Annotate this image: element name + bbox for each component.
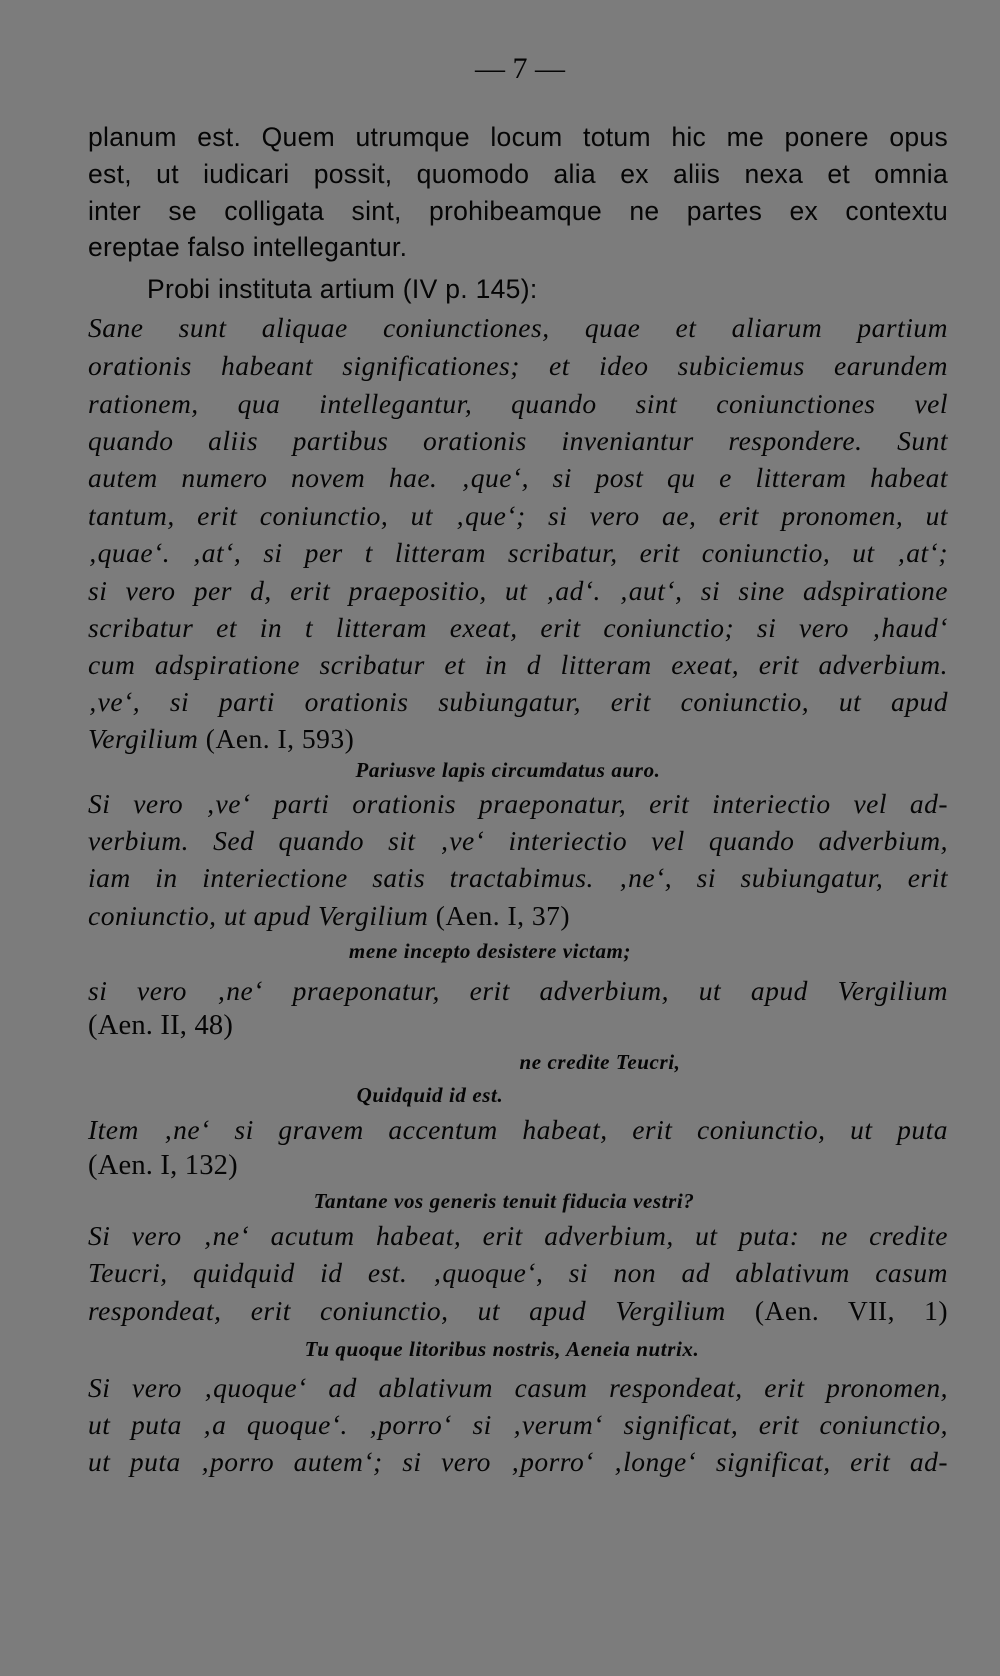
text-line xyxy=(88,725,354,753)
text-line: ut puta ‚a quoque‘. ‚porro‘ si ‚verum‘ significat, erit coniunctio, xyxy=(88,1409,948,1440)
text-line: ereptae falso intellegantur. xyxy=(88,232,408,262)
text-line: rationem, qua intellegantur, quando sint coniunctiones vel xyxy=(88,388,948,419)
citation: (Aen. I, 37) xyxy=(428,900,571,931)
text-line: tantum, erit coniunctio, ut ‚que‘; si vero ae, erit pronomen, ut xyxy=(88,500,948,531)
text-line: ut puta ‚porro autem‘; si vero ‚porro‘ ‚longe‘ significat, erit ad- xyxy=(88,1446,948,1477)
citation: (Aen. I, 593) xyxy=(198,723,355,754)
text-segment: coniunctio, ut apud Vergilium xyxy=(88,900,429,931)
verse-quote: ne credite Teucri, xyxy=(519,1050,681,1074)
text-line: orationis habeant significationes; et ideo subiciemus earundem xyxy=(88,350,948,381)
text-line: iam in interiectione satis tractabimus. ‚ne‘, si subiungatur, erit xyxy=(88,862,948,893)
text-line: cum adspiratione scribatur et in d litteram exeat, erit adverbium. xyxy=(88,649,948,680)
text-line: est, ut iudicari possit, quomodo alia ex aliis nexa et omnia xyxy=(88,159,948,189)
text-line: ‚quae‘. ‚at‘, si per t litteram scribatur, erit coniunctio, ut ‚at‘; xyxy=(88,537,948,568)
text-segment: respondeat, erit coniunctio, ut apud Vergilium xyxy=(88,1295,726,1326)
text-segment: Vergilium xyxy=(88,723,199,754)
citation: (Aen. I, 132) xyxy=(88,1150,238,1181)
source-heading: Probi instituta artium (IV p. 145): xyxy=(147,274,538,304)
text-line: Si vero ‚ve‘ parti orationis praeponatur, erit interiectio vel ad- xyxy=(88,788,948,819)
verse-quote: Pariusve lapis circumdatus auro. xyxy=(355,758,661,782)
text-line: quando aliis partibus orationis inveniantur respondere. Sunt xyxy=(88,425,948,456)
text-line: inter se colligata sint, prohibeamque ne partes ex contextu xyxy=(88,196,948,226)
text-line: ‚ve‘, si parti orationis subiungatur, erit coniunctio, ut apud xyxy=(88,686,948,717)
citation: (Aen. VII, 1) xyxy=(725,1295,948,1326)
verse-quote: Tantane vos generis tenuit fiducia vestri? xyxy=(313,1189,695,1213)
text-line: Teucri, quidquid id est. ‚quoque‘, si non ad ablativum casum xyxy=(88,1257,948,1288)
text-line: Si vero ‚ne‘ acutum habeat, erit adverbium, ut puta: ne credite xyxy=(88,1220,948,1251)
text-line: planum est. Quem utrumque locum totum hic me ponere opus xyxy=(88,122,948,152)
text-line: autem numero novem hae. ‚que‘, si post qu e litteram habeat xyxy=(88,462,948,493)
text-line: verbium. Sed quando sit ‚ve‘ interiectio vel quando adverbium, xyxy=(88,825,948,856)
text-line: Si vero ‚quoque‘ ad ablativum casum respondeat, erit pronomen, xyxy=(88,1372,948,1403)
verse-quote: Tu quoque litoribus nostris, Aeneia nutrix. xyxy=(304,1337,700,1361)
text-line: si vero ‚ne‘ praeponatur, erit adverbium, ut apud Vergilium xyxy=(88,975,948,1006)
text-line: scribatur et in t litteram exeat, erit coniunctio; si vero ‚haud‘ xyxy=(88,612,948,643)
verse-quote: mene incepto desistere victam; xyxy=(348,939,632,963)
page-number: — 7 — xyxy=(475,52,565,85)
text-line xyxy=(88,1297,948,1325)
verse-quote: Quidquid id est. xyxy=(356,1083,504,1107)
text-line: si vero per d, erit praepositio, ut ‚ad‘. ‚aut‘, si sine adspiratione xyxy=(88,575,948,606)
text-line: Item ‚ne‘ si gravem accentum habeat, erit coniunctio, ut puta xyxy=(88,1114,948,1145)
text-line: Sane sunt aliquae coniunctiones, quae et aliarum partium xyxy=(88,312,948,343)
text-line xyxy=(88,902,570,930)
citation: (Aen. II, 48) xyxy=(88,1010,234,1041)
